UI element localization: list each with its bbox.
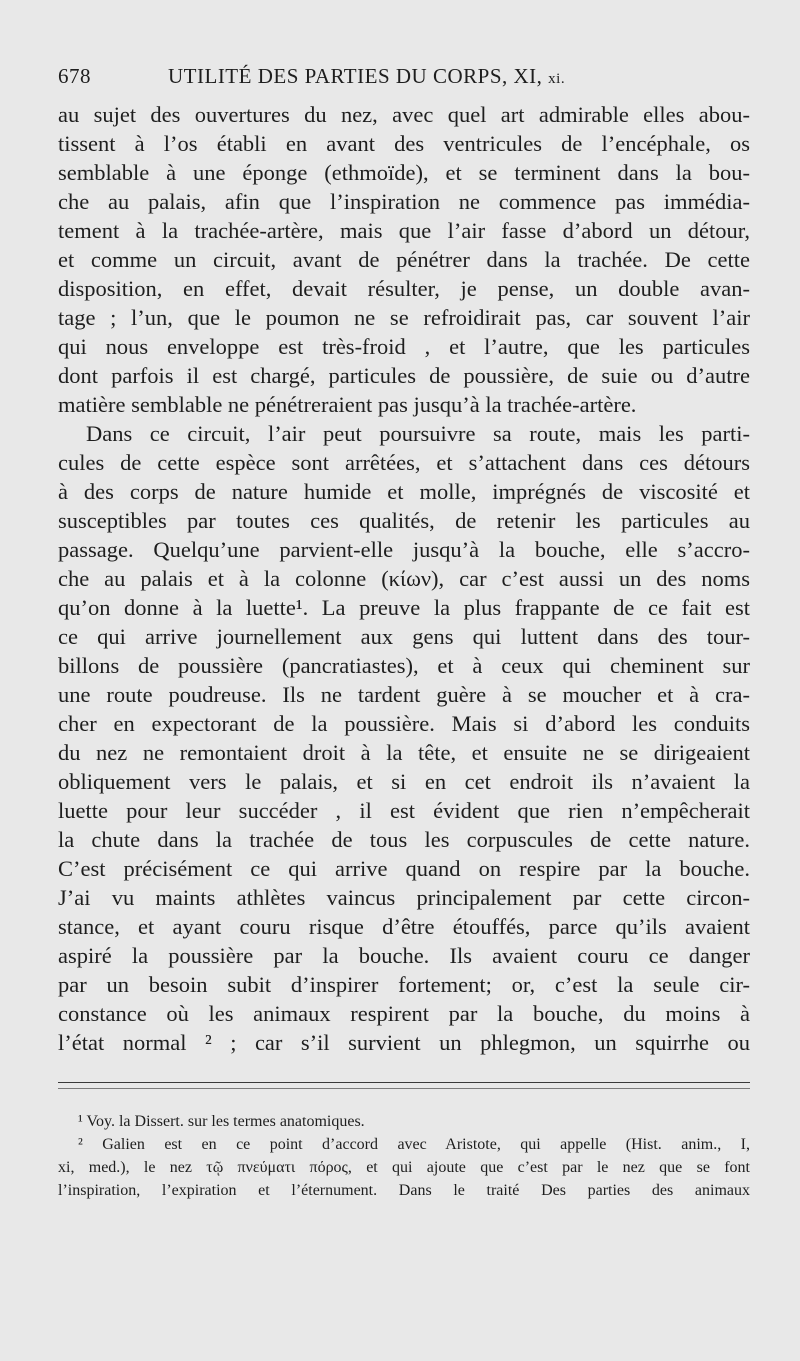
text-line: dont parfois il est chargé, particules de poussière, de suie ou d’autre bbox=[58, 363, 750, 388]
text-line: C’est précisément ce qui arrive quand on respire par la bouche. bbox=[58, 856, 750, 881]
text-line: ce qui arrive journellement aux gens qui luttent dans des tour- bbox=[58, 624, 750, 649]
text-line: susceptibles par toutes ces qualités, de retenir les particules au bbox=[58, 508, 750, 533]
text-line: tissent à l’os établi en avant des ventricules de l’encéphale, os bbox=[58, 131, 750, 156]
body-text bbox=[58, 100, 750, 1080]
text-line: cher en expectorant de la poussière. Mais si d’abord les conduits bbox=[58, 711, 750, 736]
running-title-chapter: xi. bbox=[548, 71, 566, 87]
text-line: une route poudreuse. Ils ne tardent guère à se moucher et à cra- bbox=[58, 682, 750, 707]
text-line: semblable à une éponge (ethmoïde), et se terminent dans la bou- bbox=[58, 160, 750, 185]
text-line: par un besoin subit d’inspirer fortement; or, c’est la seule cir- bbox=[58, 972, 750, 997]
text-line: la chute dans la trachée de tous les corpuscules de cette nature. bbox=[58, 827, 750, 852]
text-line: à des corps de nature humide et molle, imprégnés de viscosité et bbox=[58, 479, 750, 504]
text-line: constance où les animaux respirent par la bouche, du moins à bbox=[58, 1001, 750, 1026]
text-line: stance, et ayant couru risque d’être étouffés, parce qu’ils avaient bbox=[58, 914, 750, 939]
page-number: 678 bbox=[58, 64, 91, 88]
text-line: obliquement vers le palais, et si en cet endroit ils n’avaient la bbox=[58, 769, 750, 794]
text-line: passage. Quelqu’une parvient-elle jusqu’à la bouche, elle s’accro- bbox=[58, 537, 750, 562]
text-line: qu’on donne à la luette¹. La preuve la plus frappante de ce fait est bbox=[58, 595, 750, 620]
running-title-main: UTILITÉ DES PARTIES DU CORPS, XI, bbox=[168, 64, 549, 88]
running-title bbox=[168, 64, 565, 89]
text-line: disposition, en effet, devait résulter, je pense, un double avan- bbox=[58, 276, 750, 301]
text-line: J’ai vu maints athlètes vaincus principalement par cette circon- bbox=[58, 885, 750, 910]
footnote-2-continued: l’inspiration, l’expiration et l’éternument. Dans le traité Des parties des animaux bbox=[58, 1182, 750, 1199]
text-line: Dans ce circuit, l’air peut poursuivre sa route, mais les parti- bbox=[86, 421, 750, 446]
text-line: tage ; l’un, que le poumon ne se refroidirait pas, car souvent l’air bbox=[58, 305, 750, 330]
text-line: au sujet des ouvertures du nez, avec quel art admirable elles abou- bbox=[58, 102, 750, 127]
footnote-divider-secondary bbox=[58, 1088, 750, 1089]
text-line: l’état normal ² ; car s’il survient un phlegmon, un squirrhe ou bbox=[58, 1030, 750, 1055]
text-line: matière semblable ne pénétreraient pas jusqu’à la trachée-artère. bbox=[58, 392, 637, 417]
running-head bbox=[58, 64, 748, 94]
text-line: qui nous enveloppe est très-froid , et l’autre, que les particules bbox=[58, 334, 750, 359]
footnote-2-continued: xi, med.), le nez τῷ πνεύματι πόρος, et qui ajoute que c’est par le nez que se font bbox=[58, 1159, 750, 1176]
text-line: billons de poussière (pancratiastes), et à ceux qui cheminent sur bbox=[58, 653, 750, 678]
text-line: et comme un circuit, avant de pénétrer dans la trachée. De cette bbox=[58, 247, 750, 272]
footnote-divider bbox=[58, 1082, 750, 1083]
text-line: che au palais et à la colonne (κίων), car c’est aussi un des noms bbox=[58, 566, 750, 591]
text-line: du nez ne remontaient droit à la tête, et ensuite ne se dirigeaient bbox=[58, 740, 750, 765]
footnote-2: ² Galien est en ce point d’accord avec Aristote, qui appelle (Hist. anim., I, bbox=[78, 1136, 750, 1153]
text-line: cules de cette espèce sont arrêtées, et s’attachent dans ces détours bbox=[58, 450, 750, 475]
text-line: luette pour leur succéder , il est évident que rien n’empêcherait bbox=[58, 798, 750, 823]
text-line: aspiré la poussière par la bouche. Ils avaient couru ce danger bbox=[58, 943, 750, 968]
text-line: tement à la trachée-artère, mais que l’air fasse d’abord un détour, bbox=[58, 218, 750, 243]
text-line: che au palais, afin que l’inspiration ne commence pas immédia- bbox=[58, 189, 750, 214]
footnote-1: ¹ Voy. la Dissert. sur les termes anatomiques. bbox=[78, 1113, 365, 1130]
